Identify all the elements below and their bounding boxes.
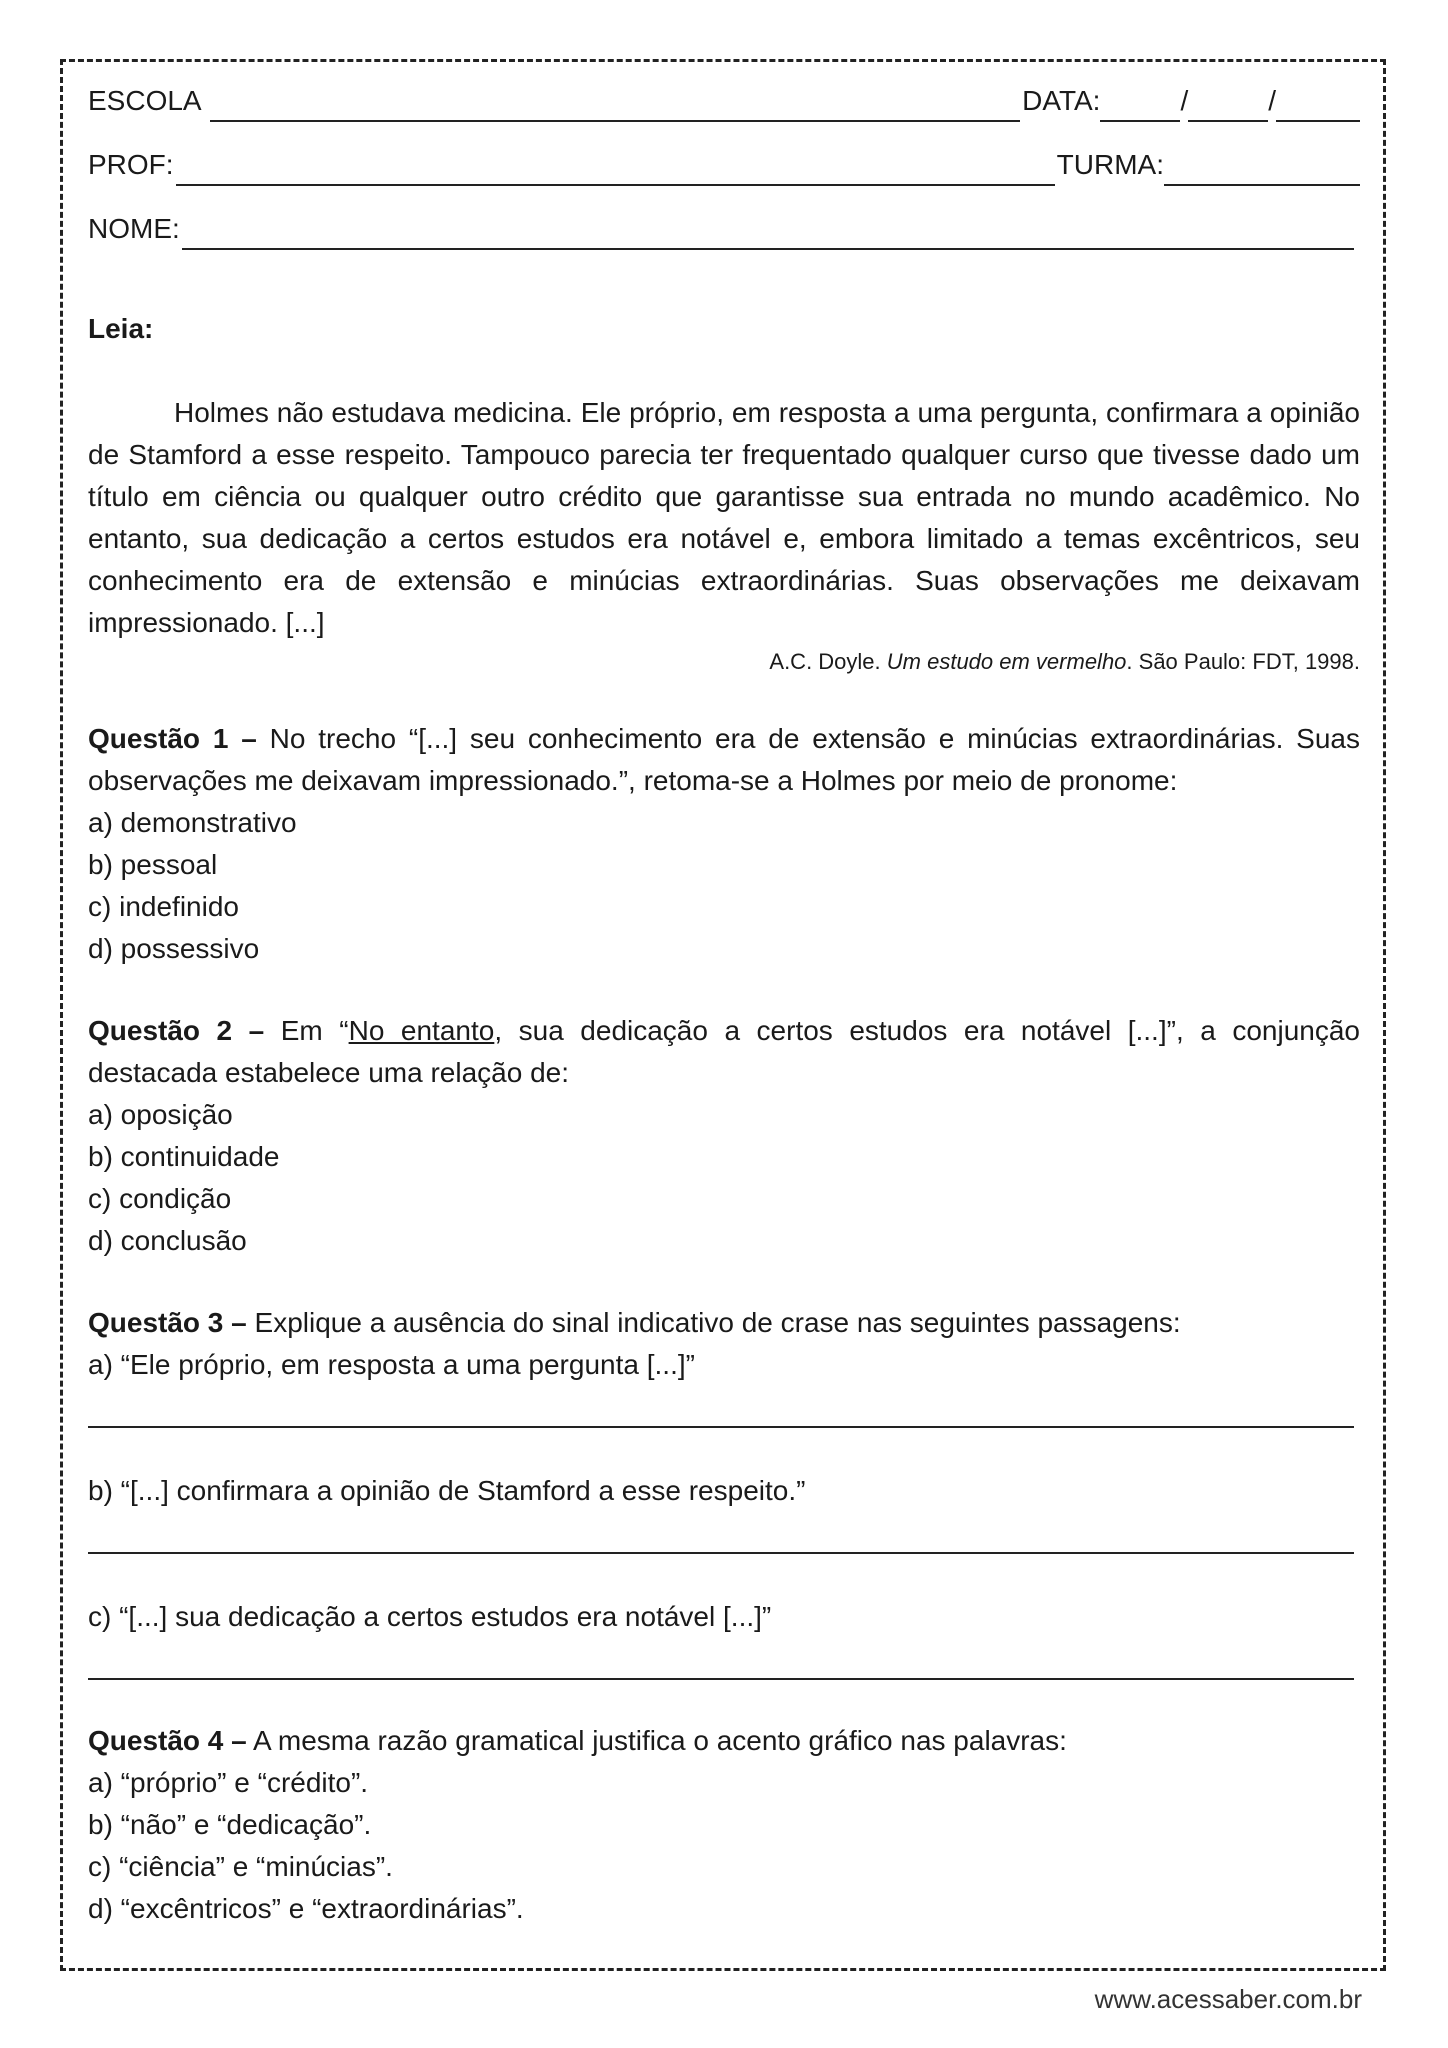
question-1-text: No trecho “[...] seu conhecimento era de extensão e minúcias extraordinárias. Suas observações me deixavam impressionado.”, retoma-se a Holmes por meio de pronome: [88,723,1360,796]
date-year-field[interactable] [1276,90,1360,122]
question-3-prompt [88,1302,1360,1344]
question-2-label: Questão 2 – [88,1015,265,1046]
question-1-option-b[interactable]: b) pessoal [88,849,218,880]
question-3-item-b: b) “[...] confirmara a opinião de Stamford a esse respeito.” [88,1475,806,1506]
teacher-field[interactable] [176,154,1055,186]
question-4-option-c[interactable]: c) “ciência” e “minúcias”. [88,1851,393,1882]
reading-passage: Holmes não estudava medicina. Ele próprio, em resposta a uma pergunta, confirmara a opinião de Stamford a esse respeito. Tampouco parecia ter frequentado qualquer curso que tivesse dado um título em ciência ou qualquer outro crédito que garantisse sua entrada no mundo acadêmico. No entanto, sua dedicação a certos estudos era notável e, embora limitado a temas excêntricos, seu conhecimento era de extensão e minúcias extraordinárias. Suas observações me deixavam impressionado. [...] [88,397,1360,638]
question-4-text: A mesma razão gramatical justifica o acento gráfico nas palavras: [246,1725,1067,1756]
school-label: ESCOLA [88,85,202,116]
school-field[interactable] [210,90,1021,122]
question-3-answer-line-c[interactable] [88,1638,1354,1680]
question-2-text-after: , sua dedicação a certos estudos era notável [...]”, a conjunção destacada estabelece uma relação de: [88,1015,1360,1088]
source-title: Um estudo em vermelho [886,649,1127,674]
site-url[interactable]: www.acessaber.com.br [1094,1984,1362,2014]
name-field[interactable] [182,218,1354,250]
question-1 [88,718,1360,970]
source-author: A.C. Doyle. [769,649,887,674]
date-month-field[interactable] [1188,90,1268,122]
question-1-label: Questão 1 – [88,723,257,754]
school-row [88,80,1360,122]
question-3-item-a: a) “Ele próprio, em resposta a uma pergunta [...]” [88,1349,695,1380]
date-day-field[interactable] [1100,90,1180,122]
name-label: NOME: [88,213,180,244]
question-3-item-c: c) “[...] sua dedicação a certos estudos era notável [...]” [88,1601,772,1632]
question-1-prompt [88,718,1360,802]
question-2 [88,1010,1360,1262]
teacher-row [88,144,1360,186]
question-3 [88,1302,1360,1680]
question-3-label: Questão 3 – [88,1307,247,1338]
name-row [88,208,1360,250]
question-3-answer-line-a[interactable] [88,1386,1354,1428]
class-field[interactable] [1164,154,1360,186]
question-4-option-b[interactable]: b) “não” e “dedicação”. [88,1809,372,1840]
question-3-answer-line-b[interactable] [88,1512,1354,1554]
date-label: DATA: [1022,85,1101,116]
question-1-option-c[interactable]: c) indefinido [88,891,239,922]
passage-source [88,646,1360,678]
question-2-prompt [88,1010,1360,1094]
question-4-label: Questão 4 – [88,1725,247,1756]
question-2-option-a[interactable]: a) oposição [88,1099,233,1130]
source-publisher: . São Paulo: FDT, 1998. [1126,649,1360,674]
read-heading: Leia: [88,313,154,344]
question-2-option-d[interactable]: d) conclusão [88,1225,247,1256]
question-4-prompt [88,1720,1360,1762]
teacher-label: PROF: [88,149,174,180]
worksheet [88,80,1360,1930]
question-3-text: Explique a ausência do sinal indicativo de crase nas seguintes passagens: [246,1307,1181,1338]
question-2-option-b[interactable]: b) continuidade [88,1141,280,1172]
question-4 [88,1720,1360,1930]
date-separator: / [1268,85,1276,116]
question-4-option-d[interactable]: d) “excêntricos” e “extraordinárias”. [88,1893,524,1924]
question-1-option-d[interactable]: d) possessivo [88,933,260,964]
question-2-option-c[interactable]: c) condição [88,1183,232,1214]
question-1-option-a[interactable]: a) demonstrativo [88,807,297,838]
question-2-text-before: Em “ [264,1015,349,1046]
class-label: TURMA: [1056,149,1164,180]
question-4-option-a[interactable]: a) “próprio” e “crédito”. [88,1767,369,1798]
question-2-underlined-conjunction: No entanto [348,1015,495,1046]
date-separator: / [1180,85,1189,116]
